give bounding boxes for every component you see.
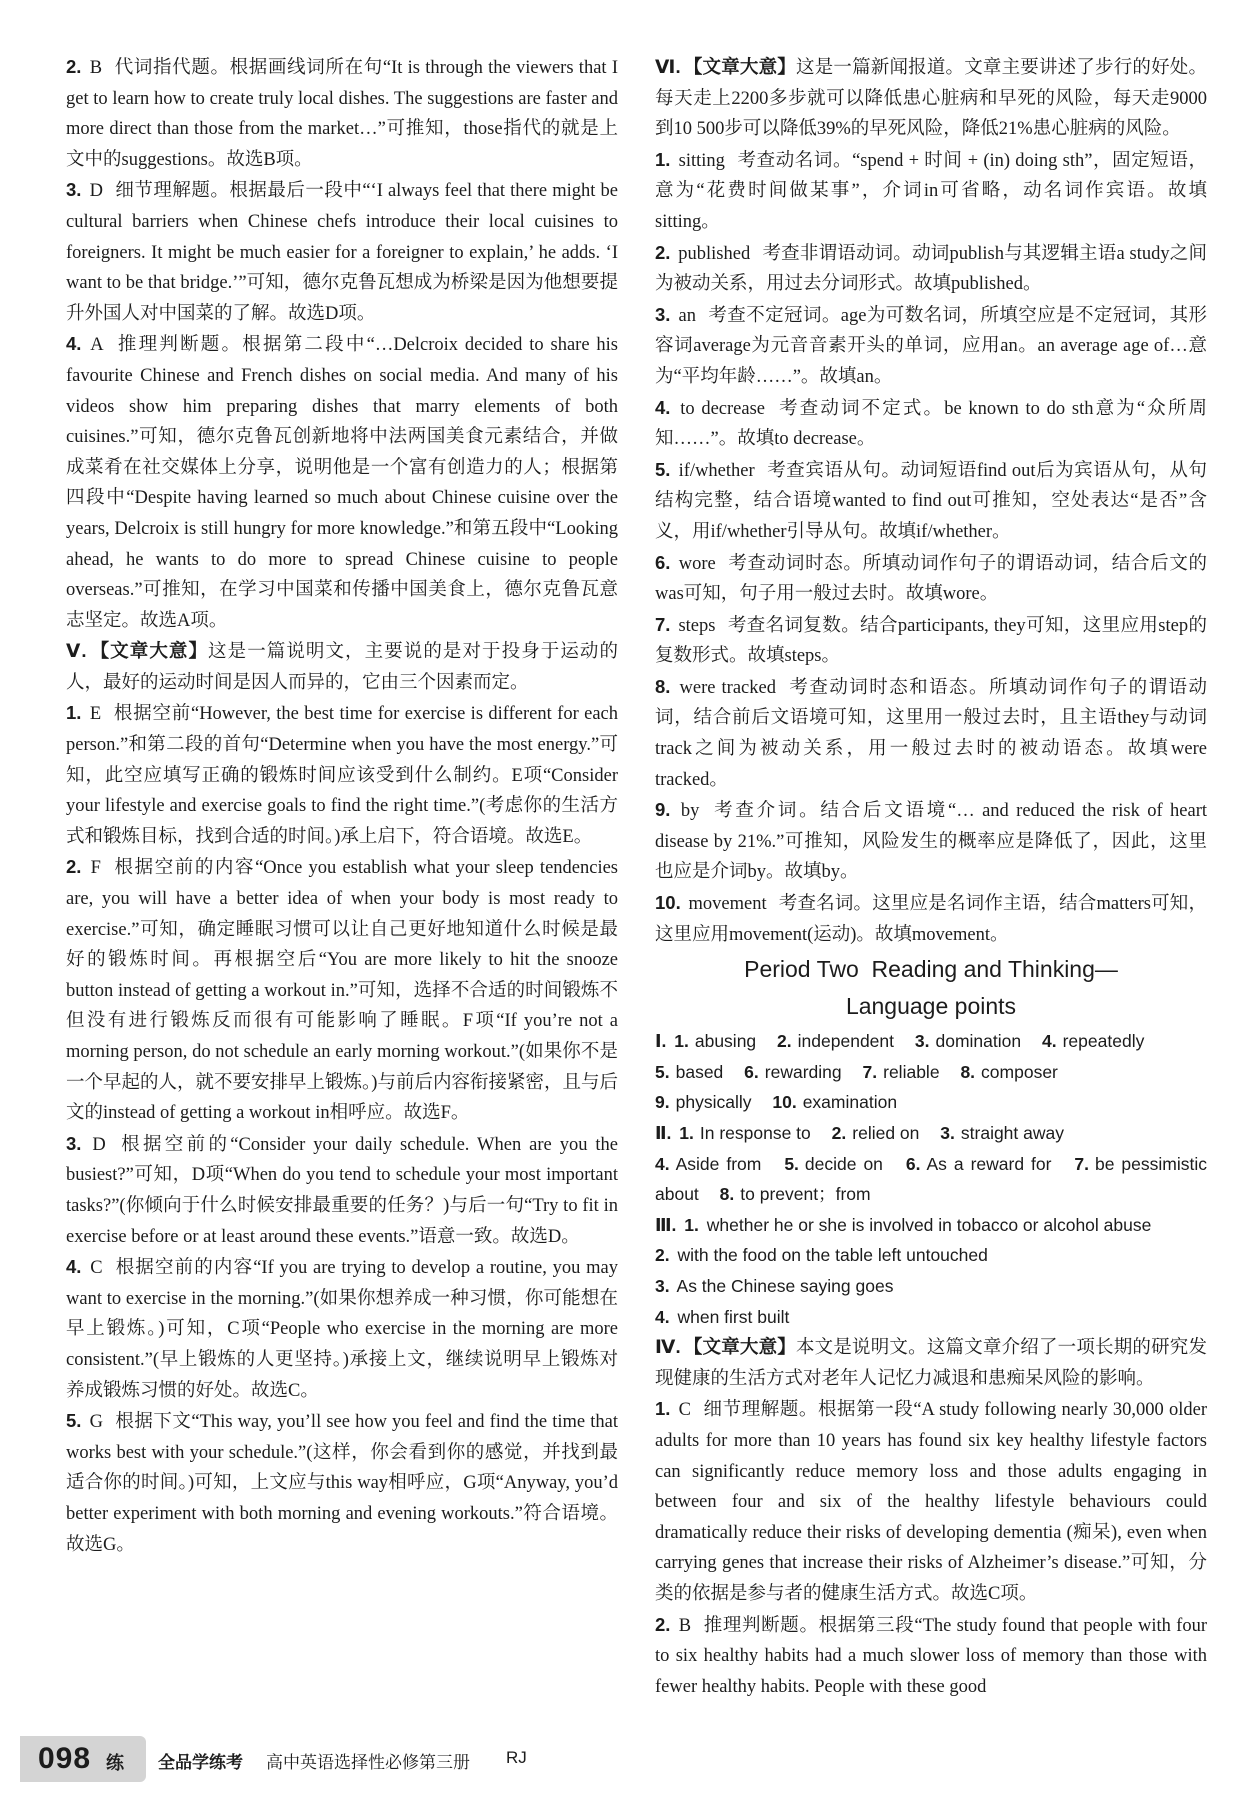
page-tag: 练	[106, 1753, 124, 1773]
answer-item	[655, 1610, 1207, 1703]
answer-letter: C	[678, 1400, 691, 1421]
phrase-item: 5. decide on	[784, 1153, 883, 1174]
vocab-item: 5. based	[655, 1061, 724, 1082]
answer-item	[66, 852, 618, 1128]
phrase-list-line	[655, 1118, 1207, 1149]
question-number: 3.	[66, 179, 82, 201]
question-number: 5.	[66, 1410, 82, 1432]
cloze-answer	[655, 238, 1207, 300]
question-number: 4.	[66, 1256, 82, 1278]
phrase-list-line	[655, 1149, 1207, 1210]
answer-word: by	[680, 801, 700, 822]
explanation-text: 根据空前的“Consider your daily schedule. When are you the busiest?”可知，D项“When do you tend to schedule your most important tasks?”(你倾向于什么时候安排最重要的任务？)与后一句“Try to fit in exercise before or at least around these events.”语意一致。故选D。	[66, 1134, 618, 1247]
cloze-answer	[655, 672, 1207, 795]
explanation-text: 代词指代题。根据画线词所在句“It is through the viewers that I get to learn how to create truly local dishes. The suggestions are faster and more direct than those from the market…”可推知，those指代的就是上文中的suggestions。故选B项。	[66, 58, 618, 170]
question-number: 9.	[655, 799, 671, 821]
cloze-answer	[655, 548, 1207, 610]
question-number: 8.	[655, 675, 671, 697]
vocab-item: 4. repeatedly	[1042, 1031, 1145, 1052]
question-number: 2.	[655, 241, 671, 263]
question-number: 3.	[66, 1132, 82, 1154]
footer-subject: 高中英语	[266, 1753, 334, 1772]
explanation-text: 推理判断题。根据第二段中“…Delcroix decided to share his favourite Chinese and French dishes on social media. And many of his videos show him preparing dishes that marry elements of both cuisines.”可知，德尔克鲁瓦创新地将中法两国美食元素结合，并做成菜肴在社交媒体上分享，说明他是一个富有创造力的人；根据第四段中“Despite having learned so much about Chinese cuisine over the years, Delcroix is still hungry for more knowledge.”和第五段中“Looking ahead, he wants to do more to spread Chinese cuisine to people overseas.”可推知，在学习中国菜和传播中国美食上，德尔克鲁瓦意志坚定。故选A项。	[66, 335, 618, 631]
answer-item	[655, 1394, 1207, 1609]
answer-letter: E	[89, 704, 102, 725]
sentence-item: 3. As the Chinese saying goes	[655, 1275, 894, 1296]
answer-item	[66, 1406, 618, 1560]
vocab-item: 2. independent	[777, 1031, 895, 1052]
question-number: 6.	[655, 551, 671, 573]
explanation-text: 推理判断题。根据第三段“The study found that people with four to six healthy habits had a much slower loss of memory than those with fewer healthy habits. People with these good	[655, 1615, 1207, 1697]
answer-item	[66, 1252, 618, 1406]
question-number: 4.	[66, 333, 82, 355]
answer-item	[66, 698, 618, 852]
vocab-list-line	[655, 1057, 1207, 1088]
answer-item	[66, 1129, 618, 1252]
passage-summary	[66, 636, 618, 698]
summary-tag: 【文章大意】	[683, 1338, 796, 1359]
cloze-answer	[655, 888, 1207, 950]
question-number: 2.	[655, 1613, 671, 1635]
answer-letter: F	[90, 858, 101, 879]
page-number-badge	[20, 1736, 146, 1782]
period-heading-line2: Language points	[845, 993, 1017, 1020]
section-number: Ⅴ.	[66, 640, 87, 662]
question-number: 2.	[66, 56, 82, 77]
vocab-item: 7. reliable	[862, 1061, 940, 1082]
answer-word: were tracked	[679, 677, 776, 698]
answer-letter: C	[90, 1258, 103, 1279]
question-number: 1.	[655, 148, 671, 170]
phrase-item: 2. relied on	[831, 1123, 920, 1143]
phrase-item: 1. In response to	[679, 1123, 811, 1143]
cloze-answer	[655, 145, 1207, 238]
explanation-text: 细节理解题。根据第一段“A study following nearly 30,000 older adults for more than 10 years has found six key healthy lifestyle factors can significantly reduce memory loss and those adults engaging in between four and six of the healthy lifestyle behaviours could dramatically reduce their risks of developing dementia (痴呆), even when carrying genes that increase their risks of Alzheimer’s disease.”可知，分类的依据是参与者的健康生活方式。故选C项。	[655, 1400, 1207, 1604]
question-number: 2.	[66, 856, 82, 878]
period-heading-line1: Period Two Reading and Thinking—	[744, 956, 1118, 983]
question-number: 5.	[655, 458, 671, 480]
explanation-text: 根据下文“This way, you’ll see how you feel and find the time that works best with your schedule.”(这样，你会看到你的感觉，并找到最适合你的时间。)可知，上文应与this way相呼应，G项“Anyway, you’d better experiment with both morning and evening workouts.”符合语境。故选G。	[66, 1412, 618, 1555]
explanation-text: 考查名词。这里应是名词作主语，结合matters可知，这里应用movement(运动)。故填movement。	[655, 894, 1207, 945]
answer-word: published	[678, 243, 751, 264]
explanation-text: 细节理解题。根据最后一段中“‘I always feel that there might be cultural barriers when Chinese chefs introduce their local cuisines to foreigners. It might be much easier for a foreigner to explain,’ he adds. ‘I want to be that bridge.’”可知，德尔克鲁瓦想成为桥梁是因为他想要提升外国人对中国菜的了解。故选D项。	[66, 181, 618, 324]
question-number: 7.	[655, 613, 671, 635]
question-number: 1.	[66, 702, 82, 724]
summary-tag: 【文章大意】	[683, 58, 796, 78]
sentence-item: 2. with the food on the table left untouched	[655, 1245, 988, 1266]
summary-text: 这是一篇说明文，主要说的是对于投身于运动的人，最好的运动时间是因人而异的，它由三个因素而定。	[66, 642, 618, 693]
summary-text: 本文是说明文。这篇文章介绍了一项长期的研究发现健康的生活方式对老年人记忆力减退和患痴呆风险的影响。	[655, 1338, 1207, 1389]
section-number: Ⅰ.	[655, 1031, 667, 1052]
answer-letter: D	[89, 181, 103, 202]
passage-summary	[655, 1332, 1207, 1394]
page-number: 098	[38, 1742, 92, 1775]
explanation-text: 考查动词不定式。be known to do sth意为“众所周知……”。故填to decrease。	[655, 398, 1207, 450]
cloze-answer	[655, 610, 1207, 672]
vocab-item: 10. examination	[772, 1092, 898, 1113]
answer-letter: D	[92, 1134, 106, 1155]
answer-word: steps	[678, 615, 716, 636]
explanation-text: 考查动名词。“spend + 时间 + (in) doing sth”，固定短语，意为“花费时间做某事”，介词in可省略，动名词作宾语。故填sitting。	[655, 150, 1207, 232]
explanation-text: 根据空前的内容“Once you establish what your sleep tendencies are, you will have a better idea of when your body is most ready to exercise.”可知，确定睡眠习惯可以让自己更好地知道什么时候是最好的锻炼时间。再根据空后“You are more likely to hit the snooze button instead of getting a workout in.”可知，选择不合适的时间锻炼不但没有进行锻炼反而很有可能影响了睡眠。F项“If you’re not a morning person, do not schedule an early morning workout.”(如果你不是一个早起的人，就不要安排早上锻炼。)与前后内容衔接紧密，且与后文的instead of getting a workout in相呼应。故选F。	[66, 858, 618, 1124]
answer-word: if/whether	[678, 460, 755, 481]
explanation-text: 考查动词时态和语态。所填动词作句子的谓语动词，结合前后文语境可知，这里用一般过去时，且主语they与动词track之间为被动关系，用一般过去时的被动语态。故填were tracked。	[655, 677, 1207, 790]
explanation-text: 根据空前“However, the best time for exercise is different for each person.”和第二段的首句“Determine when you have the most energy.”可知，此空应填写正确的锻炼时间应该受到什么制约。E项“Consider your lifestyle and exercise goals to find the right time.”(考虑你的生活方式和锻炼目标，找到合适的时间。)承上启下，符合语境。故选E。	[66, 704, 618, 847]
answer-item	[66, 329, 618, 636]
answer-word: an	[678, 305, 696, 326]
section-number: Ⅵ.	[655, 56, 681, 77]
footer-volume: 选择性必修第三册	[334, 1753, 470, 1772]
sentence-item: Ⅲ. 1. whether he or she is involved in tobacco or alcohol abuse	[655, 1214, 1152, 1235]
footer-series: 全品学练考	[158, 1753, 243, 1772]
explanation-text: 根据空前的内容“If you are trying to develop a routine, you may want to exercise in the morning.”(如果你想养成一种习惯，你可能想在早上锻炼。)可知，C项“People who exercise in the morning are more consistent.”(早上锻炼的人更坚持。)承接上文，继续说明早上锻炼对养成锻炼习惯的好处。故选C。	[66, 1258, 618, 1401]
explanation-text: 考查介词。结合后文语境“… and reduced the risk of heart disease by 21%.”可推知，风险发生的概率应是降低了，因此，这里也应是介词by。故填by。	[655, 801, 1207, 883]
answer-word: sitting	[678, 150, 725, 171]
phrase-item: 4. Aside from	[655, 1153, 762, 1174]
vocab-item: 9. physically	[655, 1092, 752, 1113]
vocab-list-line	[655, 1087, 1207, 1118]
summary-text: 这是一篇新闻报道。文章主要讲述了步行的好处。每天走上2200多步就可以降低患心脏病和早死的风险，每天走9000到10 500步可以降低39%的早死风险，降低21%患心脏病的风险。	[655, 58, 1207, 140]
question-number: 10.	[655, 892, 681, 914]
section-number: Ⅲ.	[655, 1214, 677, 1235]
explanation-text: 考查不定冠词。age为可数名词，所填空应是不定冠词，其形容词average为元音音素开头的单词，应用an。an average age of…意为“平均年龄……”。故填an。	[655, 305, 1207, 387]
vocab-item: 1. abusing	[674, 1031, 757, 1052]
cloze-answer	[655, 393, 1207, 455]
section-number: Ⅳ.	[655, 1336, 681, 1358]
phrase-item: 6. As a reward for	[905, 1153, 1052, 1174]
left-column	[66, 52, 618, 1720]
cloze-answer	[655, 300, 1207, 393]
answer-word: to decrease	[680, 398, 766, 419]
question-number: 4.	[655, 396, 671, 418]
vocab-item: 3. domination	[914, 1031, 1022, 1052]
section-number: Ⅱ.	[655, 1123, 672, 1143]
explanation-text: 考查宾语从句。动词短语find out后为宾语从句，从句结构完整，结合语境wanted to find out可推知，空处表达“是否”含义，用if/whether引导从句。故填if/whether。	[655, 460, 1207, 542]
explanation-text: 考查名词复数。结合participants, they可知，这里应用step的复数形式。故填steps。	[655, 615, 1207, 667]
answer-item	[66, 175, 618, 329]
vocab-item: 6. rewarding	[744, 1061, 842, 1082]
answer-item	[66, 52, 618, 175]
cloze-answer	[655, 455, 1207, 548]
sentence-item: 4. when first built	[655, 1306, 790, 1327]
question-number: 1.	[655, 1398, 671, 1420]
phrase-item: 7. be pessimistic about	[655, 1153, 1207, 1205]
answer-letter: A	[90, 335, 104, 356]
explanation-text: 考查非谓语动词。动词publish与其逻辑主语a study之间为被动关系，用过去分词形式。故填published。	[655, 243, 1207, 295]
phrase-item: 3. straight away	[940, 1123, 1064, 1143]
summary-tag: 【文章大意】	[89, 642, 209, 663]
question-number: 3.	[655, 303, 671, 325]
answer-letter: B	[678, 1615, 692, 1636]
phrase-item: 8. to prevent；from	[719, 1184, 871, 1205]
footer-edition: RJ	[506, 1748, 527, 1767]
passage-summary	[655, 52, 1207, 145]
answer-letter: G	[89, 1412, 103, 1433]
answer-word: wore	[678, 553, 716, 574]
explanation-text: 考查动词时态。所填动词作句子的谓语动词，结合后文的was可知，句子用一般过去时。故填wore。	[655, 553, 1207, 605]
vocab-item: 8. composer	[960, 1061, 1058, 1082]
right-column	[655, 52, 1207, 1720]
cloze-answer	[655, 795, 1207, 888]
answer-letter: B	[89, 58, 103, 78]
answer-word: movement	[688, 894, 767, 915]
vocab-list-line	[655, 1026, 1207, 1057]
